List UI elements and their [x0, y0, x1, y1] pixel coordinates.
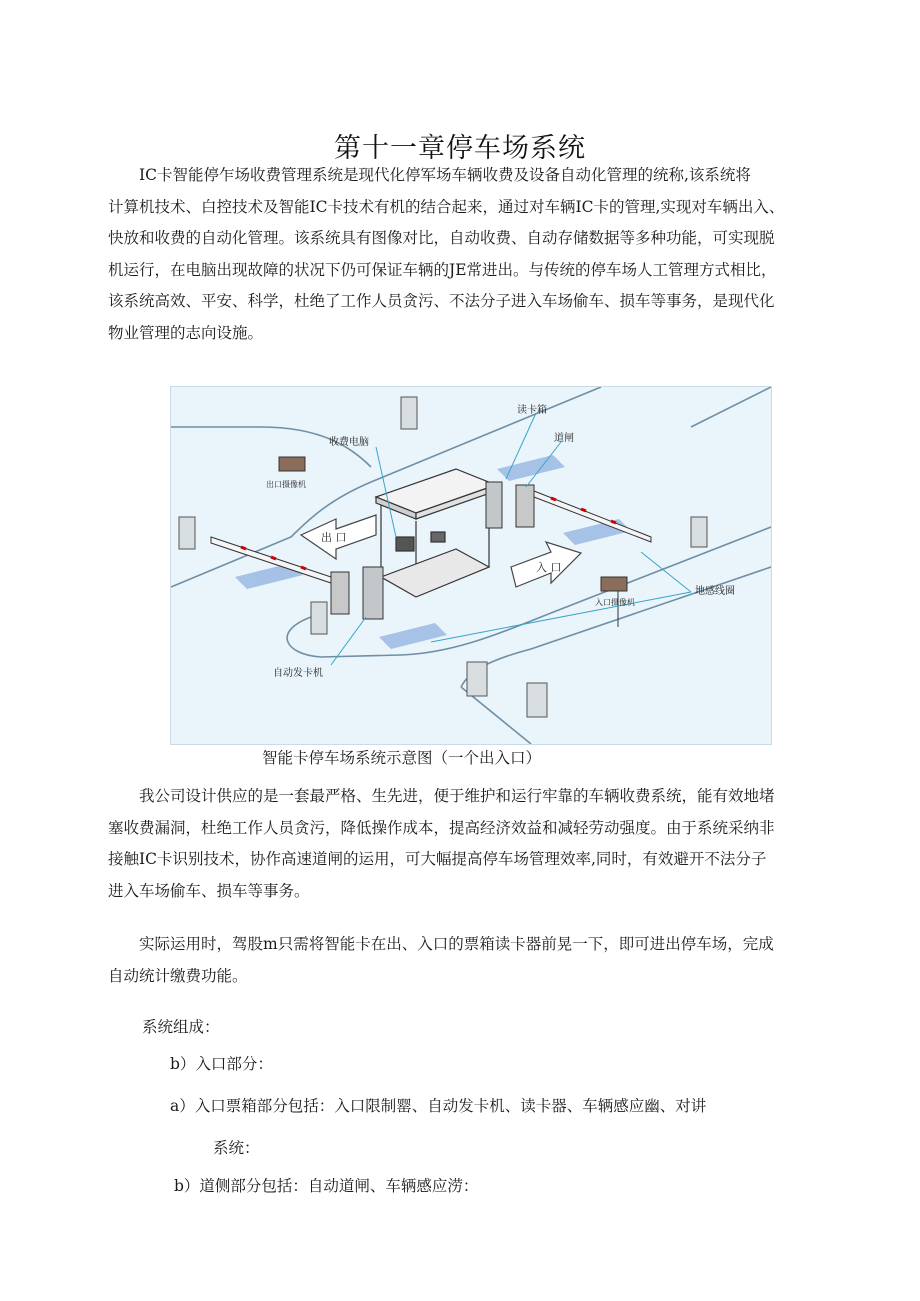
intro-line: 物业管理的志向设施。	[108, 323, 264, 342]
system-heading: 系统组成：	[142, 1018, 220, 1036]
para3-line: 实际运用时，驾股m只需将智能卡在出、入口的票箱读卡器前晃一下，即可进出停车场，完成	[139, 935, 774, 953]
paragraph-3	[108, 929, 843, 992]
intro-line: 快放和收费的自动化管理。该系统具有图像对比，自动收费、自动存储数据等多种功能，可实现脱	[108, 229, 775, 247]
label-exit-arrow: 出 口	[321, 531, 347, 544]
para2-line: 进入车场偷车、损车等事务。	[108, 881, 310, 900]
intro-line: 机运行，在电脑出现故障的状况下仍可保证车辆的JE常进出。与传统的停车场人工管理方式相比，	[108, 260, 777, 279]
intro-line: 计算机技术、白控技术及智能IC卡技术有机的结合起来，通过对车辆IC卡的管理,实现对车辆出入、	[108, 197, 785, 216]
label-toll-computer: 收费电脑	[329, 437, 369, 448]
para3-line: 自动统计缴费功能。	[108, 966, 248, 985]
para2-line: 塞收费漏洞，杜绝工作人员贪污，降低操作成本，提高经济效益和减轻劳动强度。由于系统采纳非	[108, 818, 775, 837]
page-title: 第十一章停车场系统	[334, 133, 586, 165]
paragraph-2	[108, 781, 843, 907]
label-auto-card-dispenser: 自动发卡机	[273, 668, 323, 679]
label-exit-camera: 出口摄像机	[266, 480, 306, 489]
figure-caption: 智能卡停车场系统示意图（一个出入口）	[262, 749, 542, 767]
label-entry-camera: 入口摄像机	[595, 598, 635, 607]
intro-line: 该系统高效、平安、科学，杜绝了工作人员贪污、不法分子进入车场偷车、损车等事务，是现代化	[108, 292, 775, 310]
list-item-a: a）入口票箱部分包括：入口限制罂、自动发卡机、读卡器、车辆感应幽、对讲	[170, 1097, 707, 1115]
intro-line: IC卡智能停乍场收费管理系统是现代化停军场车辆收费及设备自动化管理的统称,该系统将	[139, 166, 751, 184]
parking-system-diagram	[170, 386, 772, 745]
label-card-reader-box: 读卡箱	[517, 405, 547, 416]
label-entry-arrow: 入 口	[536, 561, 562, 574]
list-item-b: b）道侧部分包括：自动道闸、车辆感应涝：	[174, 1177, 479, 1195]
para2-line: 我公司设计供应的是一套最严格、生先进，便于维护和运行牢靠的车辆收费系统，能有效地堵	[139, 787, 775, 805]
intro-paragraph	[108, 160, 843, 349]
para2-line: 接触IC卡识别技术，协作高速道闸的运用，可大幅提高停车场管理效率,同时，有效避开不法分子	[108, 850, 767, 868]
list-item-a-continued: 系统：	[213, 1139, 260, 1157]
label-loop-detector: 地感线圈	[695, 586, 735, 597]
list-entry-section: b）入口部分：	[170, 1055, 273, 1073]
label-barrier-gate: 道闸	[554, 433, 574, 444]
